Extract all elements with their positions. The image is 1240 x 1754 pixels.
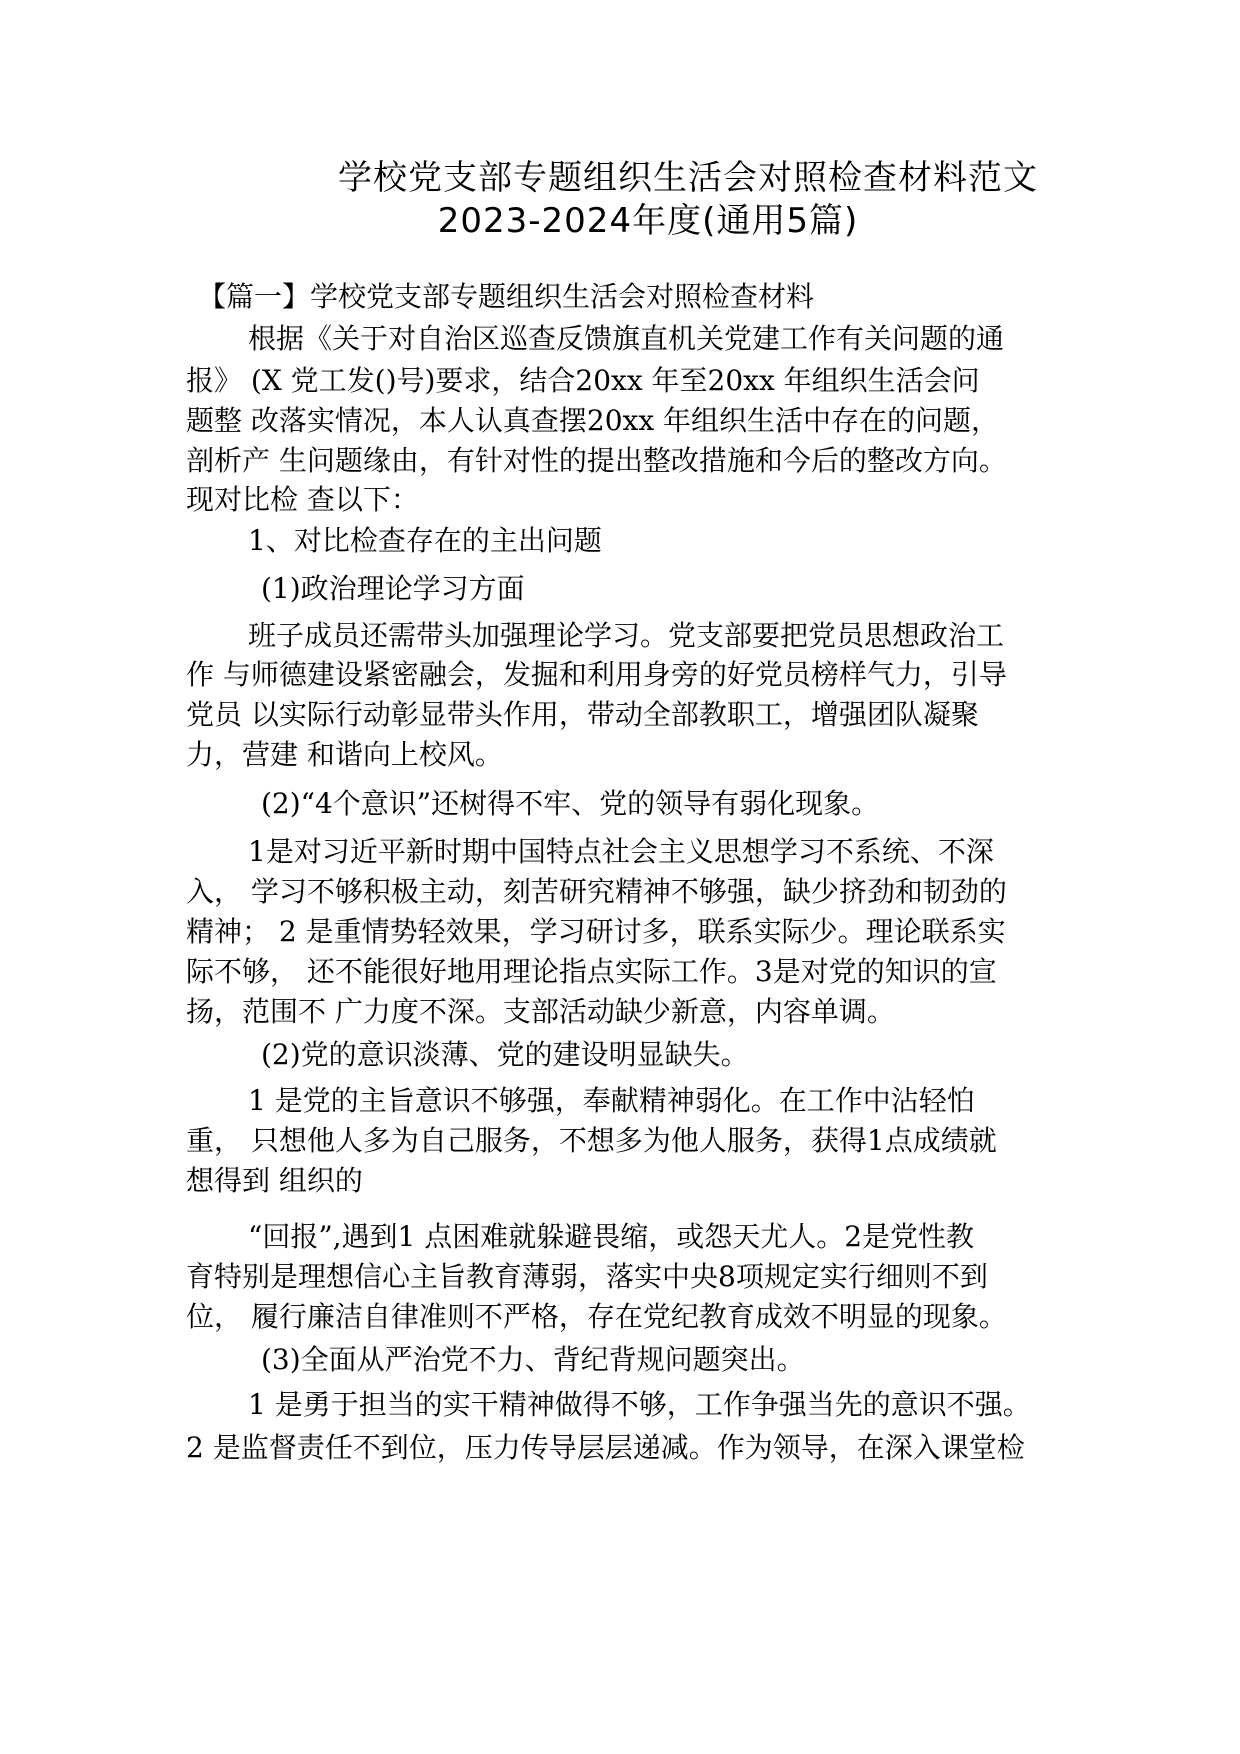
text-line: 党员 以实际行动彰显带头作用，带动全部教职工，增强团队凝聚 [186,698,979,731]
text-line: 想得到 组织的 [186,1164,363,1197]
text-line: 1 是党的主旨意识不够强，奉献精神弱化。在工作中沾轻怕 [248,1084,975,1117]
document-title-line1: 学校党支部专题组织生活会对照检查材料范文 [338,158,1038,198]
text-line: “回报”,遇到1 点困难就躲避畏缩，或怨天尤人。2是党性教 [248,1220,975,1253]
text-line: 2 是监督责任不到位，压力传导层层递减。作为领导，在深入课堂检 [186,1431,1025,1464]
text-line: 际不够， 还不能很好地用理论指点实际工作。3是对党的知识的宣 [186,955,997,988]
section-heading: 【篇一】学校党支部专题组织生活会对照检查材料 [198,280,815,313]
text-line: 扬，范围不 广力度不深。支部活动缺少新意，内容单调。 [186,995,895,1028]
text-line: 现对比检 查以下： [186,483,419,516]
text-line: 位， 履行廉洁自律准则不严格，存在党纪教育成效不明显的现象。 [186,1300,1007,1333]
text-line: 入， 学习不够积极主动，刻苦研究精神不够强，缺少挤劲和韧劲的 [186,875,1007,908]
text-line: (3)全面从严治党不力、背纪背规问题突出。 [261,1343,805,1376]
text-line: 班子成员还需带头加强理论学习。党支部要把党员思想政治工 [248,619,1005,652]
text-line: 剖析产 生问题缘由，有针对性的提出整改措施和今后的整改方向。 [186,444,1007,477]
text-line: 1、对比检查存在的主出问题 [248,524,602,557]
text-line: (2)“4个意识”还树得不牢、党的领导有弱化现象。 [261,787,880,820]
text-line: 力，营建 和谐向上校风。 [186,738,503,771]
text-line: 作 与师德建设紧密融会，发掘和利用身旁的好党员榜样气力，引导 [186,658,1007,691]
text-line: 题整 改落实情况，本人认真查摆20xx 年组织生活中存在的问题， [186,404,1000,437]
text-line: 重， 只想他人多为自己服务，不想多为他人服务，获得1点成绩就 [186,1124,997,1157]
text-line: 1 是勇于担当的实干精神做得不够，工作争强当先的意识不强。 [248,1388,1031,1421]
document-title-line2: 2023-2024年度(通用5篇) [437,201,859,241]
text-line: 精神； 2 是重情势轻效果，学习研讨多，联系实际少。理论联系实 [186,915,1006,948]
text-line: 报》 (X 党工发()号)要求，结合20xx 年至20xx 年组织生活会问 [186,364,980,397]
text-line: 根据《关于对自治区巡查反馈旗直机关党建工作有关问题的通 [248,322,1005,355]
text-line: (2)党的意识淡薄、党的建设明显缺失。 [261,1038,749,1071]
text-line: 1是对习近平新时期中国特点社会主义思想学习不系统、不深 [248,835,994,868]
text-line: 育特别是理想信心主旨教育薄弱，落实中央8项规定实行细则不到 [186,1260,988,1293]
text-line: (1)政治理论学习方面 [261,572,525,605]
